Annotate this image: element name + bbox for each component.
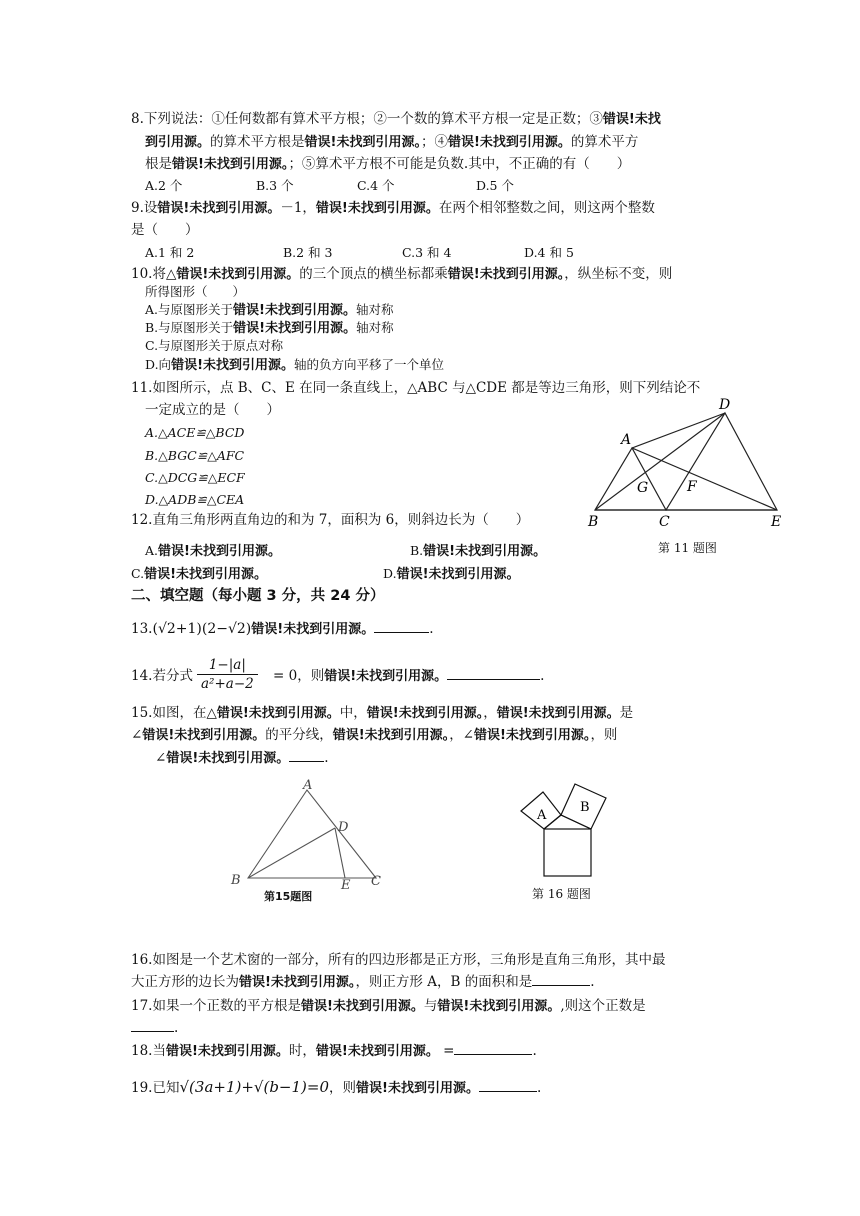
q15-figure-caption: 第15题图 [264, 890, 313, 903]
q18-text: = [438, 1043, 455, 1059]
error-ref: 错误!未找到引用源。 [396, 567, 520, 582]
error-ref: 错误!未找到引用源。 [447, 267, 565, 282]
q8-text: 根是 [145, 156, 172, 172]
q15-answer-blank[interactable] [289, 749, 324, 762]
q14-fraction [197, 656, 258, 693]
q16-text: 大正方形的边长为 [131, 974, 239, 990]
label-a: A [621, 432, 632, 448]
error-ref: 错误!未找到引用源。 [474, 728, 591, 743]
q8-text: 的算术平方根是 [210, 134, 305, 150]
q13-answer-blank[interactable] [374, 620, 429, 633]
label-c: C [371, 874, 381, 889]
error-ref: 错误!未找到引用源。 [366, 706, 484, 721]
q10-line1 [131, 265, 672, 284]
error-ref: 错误!未找到引用源。 [166, 751, 290, 766]
q8-line2 [145, 133, 638, 152]
q10-option-d[interactable] [145, 356, 444, 375]
q16-figure-caption: 第 16 题图 [532, 887, 591, 901]
error-ref: 错误!未找到引用源。 [157, 201, 281, 216]
q18-answer-blank[interactable] [454, 1042, 532, 1055]
error-ref: 错误!未找到引用源。 [176, 267, 300, 282]
error-ref: 错误!未找到引用源。 [142, 728, 266, 743]
q9-text: －1， [280, 200, 316, 216]
q15-text: 是 [619, 705, 634, 721]
q8-option-b[interactable]: B.3 个 [256, 178, 294, 193]
q11-figure [580, 395, 790, 535]
q12-text: A. [145, 543, 159, 558]
q10-line2: 所得图形（ ） [145, 284, 246, 299]
error-ref: 错误!未找到引用源。 [324, 669, 448, 684]
error-ref: 错误!未找到引用源。 [239, 975, 356, 990]
q10-text: 轴对称 [356, 320, 394, 335]
error-ref: 错误!未找到引用源。 [172, 157, 289, 172]
q8-text: ；④ [420, 134, 448, 150]
q9-option-c[interactable]: C.3 和 4 [402, 245, 452, 260]
q11-option-a[interactable]: A.△ACE≌△BCD [145, 425, 245, 440]
error-ref: 错误!未找到引用源。 [304, 135, 421, 150]
label-g: G [637, 480, 649, 496]
q17-line1 [131, 997, 646, 1016]
q13-text: 13. [131, 621, 153, 637]
q10-text: 的三个顶点的横坐标都乘 [299, 266, 448, 282]
q10-text: B.与原图形关于 [145, 320, 234, 335]
q8-text: 的算术平方 [570, 134, 639, 150]
q10-option-a[interactable] [145, 301, 393, 320]
q14-text: ，则 [297, 668, 325, 684]
q15-line1 [131, 704, 633, 723]
q12-text: B. [410, 543, 424, 558]
q13-expression: (√2+1)(2−√2) [152, 621, 252, 637]
q15-text: ， [483, 705, 497, 721]
label-b: B [580, 800, 590, 815]
q19-expression: √(3a+1)+√(b−1)=0 [179, 1078, 330, 1096]
q11-line2: 一定成立的是（ ） [145, 402, 280, 418]
q16-line2 [131, 973, 595, 992]
q9-text: 9.设 [131, 200, 158, 216]
q19-text: . [536, 1080, 542, 1096]
q16-text: ，则正方形 A，B 的面积和是 [355, 974, 533, 990]
q17-text: ,则这个正数是 [560, 998, 646, 1014]
q15-text: 15.如图，在△ [131, 705, 217, 721]
q11-figure-caption: 第 11 题图 [658, 541, 717, 555]
q16-text: . [590, 974, 595, 990]
label-a: A [303, 778, 313, 793]
label-e: E [341, 878, 351, 890]
q12-text: C. [131, 566, 145, 581]
q10-text: 轴的负方向平移了一个单位 [294, 357, 445, 372]
error-ref: 错误!未找到引用源。 [315, 201, 439, 216]
q17-answer-blank[interactable] [131, 1019, 174, 1032]
error-ref: 到引用源。 [145, 135, 211, 150]
q12-text: D. [383, 566, 397, 581]
q18-text: 时， [288, 1043, 316, 1059]
q15-text: ∠ [131, 727, 143, 743]
q18-text: 18.当 [131, 1043, 166, 1059]
q10-text: ，纵坐标不变，则 [564, 266, 673, 282]
q8-line3 [145, 155, 630, 174]
q17-text: . [174, 1020, 179, 1036]
q10-text: D.向 [145, 357, 172, 372]
q15-text: . [324, 750, 329, 766]
error-ref: 错误!未找到引用源。 [233, 321, 357, 336]
error-ref: 错误!未找到引用源。 [332, 728, 450, 743]
error-ref: 错误!未找到引用源。 [144, 567, 268, 582]
label-b: B [231, 873, 241, 888]
q18-line [131, 1042, 537, 1061]
q13-line [131, 620, 434, 639]
q10-text: A.与原图形关于 [145, 302, 234, 317]
q14-numerator: 1−|a| [197, 656, 258, 675]
q17-text: 17.如果一个正数的平方根是 [131, 998, 301, 1014]
label-c: C [659, 514, 670, 530]
q8-text: 8.下列说法：①任何数都有算术平方根；②一个数的算术平方根一定是正数；③ [131, 111, 603, 127]
q15-line2 [131, 726, 617, 745]
q14-rest [273, 667, 544, 686]
q10-text: 轴对称 [355, 302, 394, 317]
q19-text: 19.已知 [131, 1080, 180, 1096]
q9-line1 [131, 199, 655, 218]
q9-option-d[interactable]: D.4 和 5 [524, 245, 574, 260]
error-ref: 错误!未找 [602, 112, 661, 127]
error-ref: 错误!未找到引用源。 [356, 1081, 479, 1096]
q12-option-a[interactable] [145, 542, 281, 561]
error-ref: 错误!未找到引用源。 [437, 999, 561, 1014]
q9-line2: 是（ ） [131, 222, 199, 238]
error-ref: 错误!未找到引用源。 [165, 1044, 289, 1059]
q9-text: 在两个相邻整数之间，则这两个整数 [438, 200, 655, 216]
q19-answer-blank[interactable] [479, 1079, 537, 1092]
q13-text: . [429, 621, 434, 637]
section-heading: 二、填空题（每小题 3 分，共 24 分） [131, 588, 385, 604]
q9-option-b[interactable]: B.2 和 3 [283, 245, 333, 260]
q8-option-a[interactable]: A.2 个 [145, 178, 183, 193]
q10-text: 10.将△ [131, 266, 177, 282]
q11-option-d[interactable]: D.△ADB≌△CEA [145, 492, 245, 507]
error-ref: 错误!未找到引用源。 [300, 999, 424, 1014]
q14-text: = 0 [273, 668, 298, 684]
q10-option-b[interactable] [145, 319, 394, 338]
q12-option-c[interactable] [131, 565, 267, 584]
error-ref: 错误!未找到引用源。 [447, 135, 571, 150]
q15-text: 中， [339, 705, 367, 721]
q16-figure [512, 774, 622, 878]
q8-option-d[interactable]: D.5 个 [476, 178, 514, 193]
q8-line1 [131, 110, 661, 129]
label-b: B [588, 514, 599, 530]
q17-line2 [131, 1019, 178, 1037]
error-ref: 错误!未找到引用源。 [251, 622, 375, 637]
q12-option-d[interactable] [383, 565, 520, 584]
q17-text: 与 [423, 998, 438, 1014]
label-d: D [719, 397, 731, 413]
q12-option-b[interactable] [410, 542, 546, 561]
error-ref: 错误!未找到引用源。 [423, 544, 547, 559]
q15-figure [228, 778, 398, 890]
q15-text: 的平分线， [265, 727, 333, 743]
q16-answer-blank[interactable] [532, 973, 590, 986]
q15-text: ，则 [590, 727, 618, 743]
q14-prefix: 14.若分式 [131, 668, 193, 684]
error-ref: 错误!未找到引用源。 [158, 544, 281, 559]
q14-denominator: a²+a−2 [201, 676, 254, 692]
q11-line1: 11.如图所示，点 B、C、E 在同一条直线上，△ABC 与△CDE 都是等边三角形，则下列结论不 [131, 380, 701, 396]
q9-option-a[interactable]: A.1 和 2 [145, 245, 195, 260]
error-ref: 错误!未找到引用源。 [315, 1044, 439, 1059]
q19-text: ，则 [329, 1080, 357, 1096]
q19-line [131, 1078, 541, 1098]
q16-line1: 16.如图是一个艺术窗的一部分，所有的四边形都是正方形，三角形是直角三角形，其中最 [131, 952, 666, 968]
q14-text: . [540, 668, 545, 684]
error-ref: 错误!未找到引用源。 [171, 358, 294, 373]
q14-answer-blank[interactable] [447, 667, 540, 680]
q15-line3 [155, 749, 329, 768]
error-ref: 错误!未找到引用源。 [233, 303, 356, 318]
error-ref: 错误!未找到引用源。 [216, 706, 340, 721]
q15-text: ∠ [155, 750, 167, 766]
q8-text: ；⑤算术平方根不可能是负数.其中，不正确的有（ ） [288, 156, 631, 172]
label-e: E [771, 514, 782, 530]
q12-line1: 12.直角三角形两直角边的和为 7，面积为 6，则斜边长为（ ） [131, 512, 530, 528]
q11-option-c[interactable]: C.△DCG≌△ECF [145, 470, 245, 485]
label-d: D [338, 820, 349, 835]
q11-option-b[interactable]: B.△BGC≌△AFC [145, 448, 245, 463]
q10-option-c[interactable]: C.与原图形关于原点对称 [145, 338, 284, 353]
q15-text: ，∠ [449, 727, 474, 743]
label-f: F [687, 479, 697, 495]
q18-text: . [532, 1043, 537, 1059]
error-ref: 错误!未找到引用源。 [496, 706, 620, 721]
label-a: A [537, 808, 547, 823]
q8-option-c[interactable]: C.4 个 [357, 178, 395, 193]
